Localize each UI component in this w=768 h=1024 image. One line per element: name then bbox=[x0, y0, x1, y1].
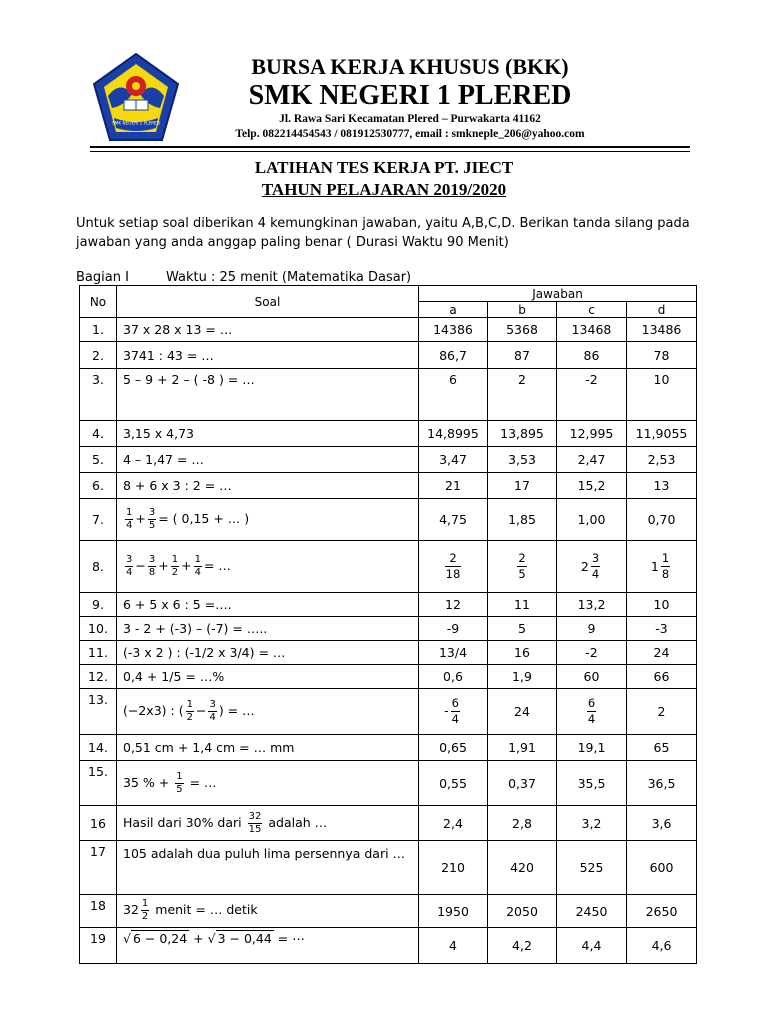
question-text-head: (−2x3) : ( bbox=[123, 703, 184, 718]
option-d: 4,6 bbox=[627, 928, 697, 964]
option-c: 13,2 bbox=[557, 593, 627, 617]
question-number: 4. bbox=[80, 421, 117, 447]
fraction: $\frac{3}{4}$ bbox=[126, 554, 133, 578]
option-c: 60 bbox=[557, 665, 627, 689]
square-root: √ 3 − 0,44 bbox=[207, 931, 272, 946]
option-a: 14,8995 bbox=[419, 421, 488, 447]
question-text: $\frac{1}{4}$ + $\frac{3}{5}$ = ( 0,15 + … ) bbox=[117, 499, 419, 541]
question-text-tail: menit = … detik bbox=[155, 902, 258, 917]
question-text: 4 – 1,47 = … bbox=[117, 447, 419, 473]
question-text bbox=[117, 895, 419, 928]
option-b: 1,91 bbox=[488, 735, 557, 761]
option-b: 13,895 bbox=[488, 421, 557, 447]
header-no: No bbox=[80, 286, 117, 318]
table-row bbox=[80, 369, 697, 421]
option-a: 13/4 bbox=[419, 641, 488, 665]
fraction: $\frac{1}{4}$ bbox=[126, 507, 133, 531]
option-d bbox=[627, 541, 697, 593]
header-option-d: d bbox=[627, 302, 697, 318]
option-d: 2650 bbox=[627, 895, 697, 928]
option-d: 24 bbox=[627, 641, 697, 665]
question-number: 10. bbox=[80, 617, 117, 641]
table-row bbox=[80, 841, 697, 895]
option-d: -3 bbox=[627, 617, 697, 641]
option-a: 210 bbox=[419, 841, 488, 895]
question-text: (−2x3) : ( $\frac{1}{2}$ − $\frac{3}{4}$ ) = … bbox=[117, 689, 419, 735]
option-c: 525 bbox=[557, 841, 627, 895]
question-text: √ 6 − 0,24 + √ 3 − 0,44 = ⋯ bbox=[117, 928, 419, 964]
option-c: 13468 bbox=[557, 318, 627, 342]
option-c: 9 bbox=[557, 617, 627, 641]
header-contact: Telp. 082214454543 / 081912530777, email : smkneple_206@yahoo.com bbox=[235, 128, 585, 140]
option-a: 0,65 bbox=[419, 735, 488, 761]
question-table bbox=[79, 285, 697, 964]
option-c: 3,2 bbox=[557, 806, 627, 841]
option-a: 86,7 bbox=[419, 342, 488, 369]
option-c bbox=[557, 541, 627, 593]
question-text: $\frac{3}{4}$ − $\frac{3}{8}$ + $\frac{1}{2}$ + $\frac{1}{4}$ = … bbox=[117, 541, 419, 593]
question-text: 105 adalah dua puluh lima persennya dari … bbox=[117, 841, 419, 895]
option-a: 14386 bbox=[419, 318, 488, 342]
question-number: 1. bbox=[80, 318, 117, 342]
option-d: 36,5 bbox=[627, 761, 697, 806]
table-row bbox=[80, 895, 697, 928]
question-number: 5. bbox=[80, 447, 117, 473]
question-text: 8 + 6 x 3 : 2 = … bbox=[117, 473, 419, 499]
option-c: 1,00 bbox=[557, 499, 627, 541]
option-b: 5368 bbox=[488, 318, 557, 342]
table-row bbox=[80, 541, 697, 593]
option-d: 2,53 bbox=[627, 447, 697, 473]
question-text-head: 32 bbox=[123, 902, 139, 917]
option-b: 17 bbox=[488, 473, 557, 499]
question-number: 18 bbox=[80, 895, 117, 928]
option-b: 0,37 bbox=[488, 761, 557, 806]
table-row bbox=[80, 421, 697, 447]
option-b: 1,9 bbox=[488, 665, 557, 689]
table-row bbox=[80, 473, 697, 499]
fraction: $\frac{1}{8}$ bbox=[661, 551, 670, 581]
question-number: 7. bbox=[80, 499, 117, 541]
table-row bbox=[80, 342, 697, 369]
option-b: 16 bbox=[488, 641, 557, 665]
option-d: 13 bbox=[627, 473, 697, 499]
option-c: -2 bbox=[557, 369, 627, 421]
option-c: 15,2 bbox=[557, 473, 627, 499]
option-d: 3,6 bbox=[627, 806, 697, 841]
fraction: $\frac{3}{8}$ bbox=[148, 554, 156, 578]
question-number: 16 bbox=[80, 806, 117, 841]
option-d: 2 bbox=[627, 689, 697, 735]
header-school-name: SMK NEGERI 1 PLERED bbox=[248, 80, 572, 111]
option-a: 2,4 bbox=[419, 806, 488, 841]
question-number: 6. bbox=[80, 473, 117, 499]
section-label: Bagian I bbox=[76, 270, 129, 285]
option-d: 10 bbox=[627, 369, 697, 421]
fraction: $\frac{3}{4}$ bbox=[209, 699, 216, 723]
fraction: $\frac{1}{2}$ bbox=[186, 699, 193, 723]
question-text: 6 + 5 x 6 : 5 =…. bbox=[117, 593, 419, 617]
option-b: 11 bbox=[488, 593, 557, 617]
option-a: 0,55 bbox=[419, 761, 488, 806]
option-a bbox=[419, 689, 488, 735]
question-text-tail: = ( 0,15 + … ) bbox=[158, 511, 250, 526]
option-a: 6 bbox=[419, 369, 488, 421]
option-d: 10 bbox=[627, 593, 697, 617]
option-b: 24 bbox=[488, 689, 557, 735]
fraction: $\frac{3}{5}$ bbox=[148, 507, 156, 531]
square-root: √ 6 − 0,24 bbox=[123, 931, 188, 946]
question-text-tail: = … bbox=[189, 774, 217, 790]
fraction: $\frac{32}{15}$ bbox=[248, 810, 262, 835]
option-c: 4,4 bbox=[557, 928, 627, 964]
table-row bbox=[80, 641, 697, 665]
table-row bbox=[80, 318, 697, 342]
question-text-head: Hasil dari 30% dari bbox=[123, 814, 242, 830]
fraction: $\frac{1}{5}$ bbox=[176, 770, 183, 795]
question-number: 13. bbox=[80, 689, 117, 735]
option-c: -2 bbox=[557, 641, 627, 665]
question-text: 0,51 cm + 1,4 cm = … mm bbox=[117, 735, 419, 761]
table-row bbox=[80, 665, 697, 689]
school-emblem-icon bbox=[90, 52, 182, 144]
fraction: $\frac{3}{4}$ bbox=[591, 551, 600, 581]
question-text: 0,4 + 1/5 = …% bbox=[117, 665, 419, 689]
option-b: 2050 bbox=[488, 895, 557, 928]
question-text: 3741 : 43 = … bbox=[117, 342, 419, 369]
question-text: 37 x 28 x 13 = … bbox=[117, 318, 419, 342]
option-a: 3,47 bbox=[419, 447, 488, 473]
section-detail: Waktu : 25 menit (Matematika Dasar) bbox=[166, 270, 412, 285]
academic-year: TAHUN PELAJARAN 2019/2020 bbox=[261, 180, 507, 199]
header-line-1: BURSA KERJA KHUSUS (BKK) bbox=[251, 54, 569, 79]
option-b: 87 bbox=[488, 342, 557, 369]
fraction: $\frac{1}{2}$ bbox=[171, 554, 179, 578]
option-a: -9 bbox=[419, 617, 488, 641]
option-d: 65 bbox=[627, 735, 697, 761]
header-divider-thick bbox=[90, 146, 690, 148]
option-a: 21 bbox=[419, 473, 488, 499]
header-address: Jl. Rawa Sari Kecamatan Plered – Purwakarta 41162 bbox=[279, 113, 541, 125]
option-d: 66 bbox=[627, 665, 697, 689]
option-c: 86 bbox=[557, 342, 627, 369]
option-a: 4 bbox=[419, 928, 488, 964]
header-option-a: a bbox=[419, 302, 488, 318]
question-text: 5 – 9 + 2 – ( -8 ) = … bbox=[117, 369, 419, 421]
fraction: $\frac{1}{2}$ bbox=[141, 898, 149, 922]
option-c: 2,47 bbox=[557, 447, 627, 473]
question-text: 3 - 2 + (-3) – (-7) = ….. bbox=[117, 617, 419, 641]
option-a: 12 bbox=[419, 593, 488, 617]
header-soal: Soal bbox=[117, 286, 419, 318]
table-row bbox=[80, 806, 697, 841]
mixed-whole: 2 bbox=[580, 559, 589, 574]
option-c: 12,995 bbox=[557, 421, 627, 447]
header-jawaban: Jawaban bbox=[419, 286, 697, 302]
fraction: $\frac{6}{4}$ bbox=[587, 696, 596, 726]
table-row bbox=[80, 689, 697, 735]
option-d: 0,70 bbox=[627, 499, 697, 541]
option-c bbox=[557, 689, 627, 735]
option-c: 2450 bbox=[557, 895, 627, 928]
option-b: 4,2 bbox=[488, 928, 557, 964]
option-d: 11,9055 bbox=[627, 421, 697, 447]
table-row bbox=[80, 593, 697, 617]
fraction: $\frac{1}{4}$ bbox=[194, 554, 201, 578]
option-d: 600 bbox=[627, 841, 697, 895]
question-text-tail: = ⋯ bbox=[277, 931, 305, 946]
option-b: 3,53 bbox=[488, 447, 557, 473]
instructions: Untuk setiap soal diberikan 4 kemungkinan jawaban, yaitu A,B,C,D. Berikan tanda silang pada jawaban yang anda anggap paling benar ( Durasi Waktu 90 Menit) bbox=[76, 216, 690, 250]
question-number: 11. bbox=[80, 641, 117, 665]
table-row bbox=[80, 499, 697, 541]
header-divider-thin bbox=[90, 151, 690, 152]
question-number: 15. bbox=[80, 761, 117, 806]
fraction: $\frac{6}{4}$ bbox=[451, 696, 459, 726]
table-row bbox=[80, 447, 697, 473]
question-number: 2. bbox=[80, 342, 117, 369]
question-number: 9. bbox=[80, 593, 117, 617]
test-title: LATIHAN TES KERJA PT. JIECT bbox=[254, 158, 514, 177]
option-a: 1950 bbox=[419, 895, 488, 928]
logo-text: SMK NEGERI 1 PLERED bbox=[112, 120, 160, 126]
option-d: 78 bbox=[627, 342, 697, 369]
question-number: 8. bbox=[80, 541, 117, 593]
option-b: 2,8 bbox=[488, 806, 557, 841]
header-option-c: c bbox=[557, 302, 627, 318]
table-row bbox=[80, 761, 697, 806]
option-a: 4,75 bbox=[419, 499, 488, 541]
question-text-head: 35 % + bbox=[123, 774, 170, 790]
option-b: 2 bbox=[488, 369, 557, 421]
option-b: 5 bbox=[488, 617, 557, 641]
option-a bbox=[419, 541, 488, 593]
option-d: 13486 bbox=[627, 318, 697, 342]
option-b: 1,85 bbox=[488, 499, 557, 541]
question-number: 14. bbox=[80, 735, 117, 761]
question-text bbox=[117, 806, 419, 841]
question-number: 3. bbox=[80, 369, 117, 421]
fraction: $\frac{2}{5}$ bbox=[518, 551, 526, 581]
table-row bbox=[80, 617, 697, 641]
question-text-tail: adalah … bbox=[268, 814, 328, 830]
fraction: $\frac{2}{18}$ bbox=[445, 551, 461, 581]
question-number: 12. bbox=[80, 665, 117, 689]
table-row bbox=[80, 928, 697, 964]
question-number: 19 bbox=[80, 928, 117, 964]
question-number: 17 bbox=[80, 841, 117, 895]
table-row bbox=[80, 735, 697, 761]
option-c: 35,5 bbox=[557, 761, 627, 806]
option-c: 19,1 bbox=[557, 735, 627, 761]
mixed-whole: 1 bbox=[650, 559, 659, 574]
header-option-b: b bbox=[488, 302, 557, 318]
option-a: 0,6 bbox=[419, 665, 488, 689]
minus-sign: - bbox=[444, 703, 449, 718]
option-b bbox=[488, 541, 557, 593]
question-text bbox=[117, 761, 419, 806]
question-text: 3,15 x 4,73 bbox=[117, 421, 419, 447]
question-text: (-3 x 2 ) : (-1/2 x 3/4) = … bbox=[117, 641, 419, 665]
option-b: 420 bbox=[488, 841, 557, 895]
question-text-tail: ) = … bbox=[218, 703, 255, 718]
